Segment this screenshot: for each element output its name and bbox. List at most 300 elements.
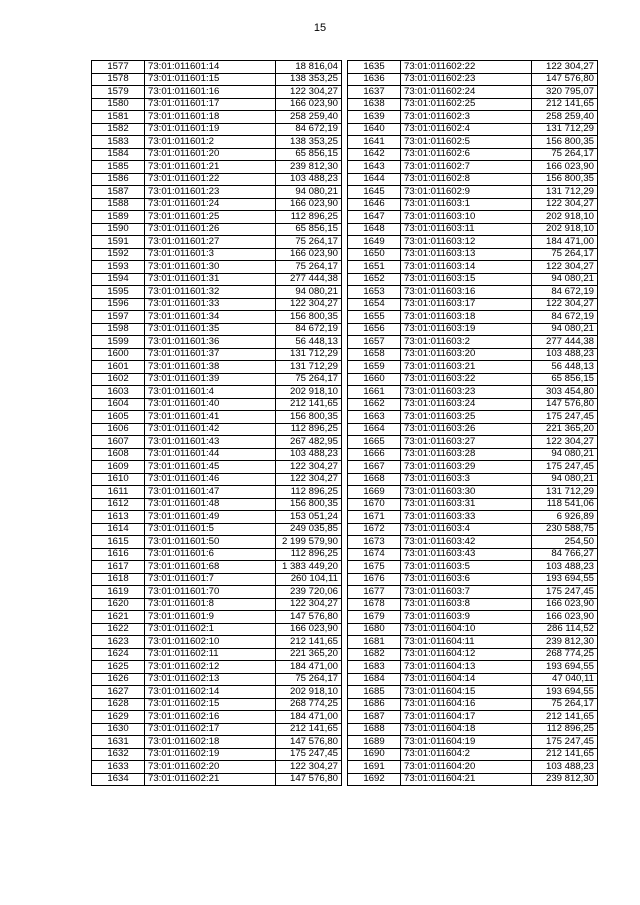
value-cell: 112 896,25	[276, 423, 342, 436]
table-row	[348, 386, 598, 399]
table-row	[92, 186, 342, 199]
cadastral-number-cell: 73:01:011601:68	[145, 561, 276, 574]
cadastral-number-cell: 73:01:011604:18	[401, 723, 532, 736]
table-row	[92, 211, 342, 224]
row-number-cell: 1661	[348, 386, 401, 399]
row-number-cell: 1628	[92, 698, 145, 711]
value-cell: 84 672,19	[276, 323, 342, 336]
table-row	[92, 636, 342, 649]
row-number-cell: 1578	[92, 73, 145, 86]
value-cell: 193 694,55	[532, 686, 598, 699]
cadastral-number-cell: 73:01:011603:33	[401, 511, 532, 524]
row-number-cell: 1680	[348, 623, 401, 636]
value-cell: 260 104,11	[276, 573, 342, 586]
row-number-cell: 1669	[348, 486, 401, 499]
value-cell: 147 576,80	[276, 611, 342, 624]
table-row	[92, 323, 342, 336]
row-number-cell: 1677	[348, 586, 401, 599]
value-cell: 103 488,23	[276, 173, 342, 186]
row-number-cell: 1586	[92, 173, 145, 186]
table-row	[92, 198, 342, 211]
table-row	[348, 636, 598, 649]
table-row	[92, 161, 342, 174]
table-row	[92, 61, 342, 74]
row-number-cell: 1645	[348, 186, 401, 199]
row-number-cell: 1607	[92, 436, 145, 449]
table-row	[92, 698, 342, 711]
value-cell: 303 454,80	[532, 386, 598, 399]
left-table-body	[92, 61, 342, 786]
cadastral-number-cell: 73:01:011604:15	[401, 686, 532, 699]
value-cell: 131 712,29	[532, 186, 598, 199]
right-data-table	[347, 60, 598, 786]
table-row	[348, 436, 598, 449]
value-cell: 277 444,38	[532, 336, 598, 349]
value-cell: 103 488,23	[532, 348, 598, 361]
table-row	[348, 773, 598, 786]
value-cell: 221 365,20	[276, 648, 342, 661]
cadastral-number-cell: 73:01:011601:42	[145, 423, 276, 436]
row-number-cell: 1595	[92, 286, 145, 299]
row-number-cell: 1646	[348, 198, 401, 211]
table-row	[348, 523, 598, 536]
cadastral-number-cell: 73:01:011601:49	[145, 511, 276, 524]
value-cell: 175 247,45	[532, 586, 598, 599]
cadastral-number-cell: 73:01:011601:46	[145, 473, 276, 486]
row-number-cell: 1612	[92, 498, 145, 511]
table-row	[348, 211, 598, 224]
table-row	[92, 773, 342, 786]
value-cell: 122 304,27	[532, 298, 598, 311]
row-number-cell: 1623	[92, 636, 145, 649]
value-cell: 166 023,90	[532, 161, 598, 174]
row-number-cell: 1689	[348, 736, 401, 749]
row-number-cell: 1621	[92, 611, 145, 624]
cadastral-number-cell: 73:01:011604:11	[401, 636, 532, 649]
value-cell: 258 259,40	[276, 111, 342, 124]
table-row	[348, 98, 598, 111]
value-cell: 184 471,00	[276, 711, 342, 724]
row-number-cell: 1637	[348, 86, 401, 99]
table-row	[348, 498, 598, 511]
cadastral-number-cell: 73:01:011601:14	[145, 61, 276, 74]
value-cell: 75 264,17	[276, 373, 342, 386]
table-row	[92, 298, 342, 311]
table-row	[348, 111, 598, 124]
table-row	[348, 411, 598, 424]
row-number-cell: 1674	[348, 548, 401, 561]
row-number-cell: 1580	[92, 98, 145, 111]
row-number-cell: 1582	[92, 123, 145, 136]
value-cell: 122 304,27	[276, 298, 342, 311]
cadastral-number-cell: 73:01:011603:23	[401, 386, 532, 399]
value-cell: 103 488,23	[276, 448, 342, 461]
cadastral-number-cell: 73:01:011603:15	[401, 273, 532, 286]
value-cell: 221 365,20	[532, 423, 598, 436]
row-number-cell: 1622	[92, 623, 145, 636]
row-number-cell: 1602	[92, 373, 145, 386]
table-row	[348, 286, 598, 299]
row-number-cell: 1644	[348, 173, 401, 186]
cadastral-number-cell: 73:01:011603:1	[401, 198, 532, 211]
row-number-cell: 1589	[92, 211, 145, 224]
row-number-cell: 1635	[348, 61, 401, 74]
cadastral-number-cell: 73:01:011601:47	[145, 486, 276, 499]
cadastral-number-cell: 73:01:011604:10	[401, 623, 532, 636]
cadastral-number-cell: 73:01:011601:50	[145, 536, 276, 549]
row-number-cell: 1605	[92, 411, 145, 424]
row-number-cell: 1583	[92, 136, 145, 149]
value-cell: 122 304,27	[532, 436, 598, 449]
cadastral-number-cell: 73:01:011604:20	[401, 761, 532, 774]
value-cell: 175 247,45	[276, 748, 342, 761]
row-number-cell: 1688	[348, 723, 401, 736]
row-number-cell: 1625	[92, 661, 145, 674]
row-number-cell: 1604	[92, 398, 145, 411]
table-row	[92, 73, 342, 86]
table-row	[348, 611, 598, 624]
value-cell: 239 812,30	[276, 161, 342, 174]
value-cell: 65 856,15	[276, 223, 342, 236]
table-row	[348, 186, 598, 199]
cadastral-number-cell: 73:01:011603:24	[401, 398, 532, 411]
row-number-cell: 1619	[92, 586, 145, 599]
table-row	[348, 661, 598, 674]
value-cell: 122 304,27	[276, 761, 342, 774]
row-number-cell: 1659	[348, 361, 401, 374]
table-row	[92, 261, 342, 274]
table-row	[92, 373, 342, 386]
cadastral-number-cell: 73:01:011603:31	[401, 498, 532, 511]
cadastral-number-cell: 73:01:011601:44	[145, 448, 276, 461]
row-number-cell: 1624	[92, 648, 145, 661]
cadastral-number-cell: 73:01:011603:7	[401, 586, 532, 599]
cadastral-number-cell: 73:01:011602:17	[145, 723, 276, 736]
table-row	[92, 273, 342, 286]
value-cell: 94 080,21	[532, 323, 598, 336]
row-number-cell: 1690	[348, 748, 401, 761]
table-row	[92, 611, 342, 624]
cadastral-number-cell: 73:01:011603:22	[401, 373, 532, 386]
table-row	[92, 561, 342, 574]
cadastral-number-cell: 73:01:011602:20	[145, 761, 276, 774]
table-row	[92, 586, 342, 599]
row-number-cell: 1636	[348, 73, 401, 86]
table-row	[92, 761, 342, 774]
table-row	[92, 523, 342, 536]
cadastral-number-cell: 73:01:011603:6	[401, 573, 532, 586]
table-row	[92, 248, 342, 261]
table-row	[348, 398, 598, 411]
table-row	[92, 736, 342, 749]
value-cell: 156 800,35	[276, 498, 342, 511]
value-cell: 75 264,17	[532, 148, 598, 161]
value-cell: 6 926,89	[532, 511, 598, 524]
value-cell: 175 247,45	[532, 736, 598, 749]
table-row	[92, 661, 342, 674]
table-row	[92, 686, 342, 699]
cadastral-number-cell: 73:01:011603:8	[401, 598, 532, 611]
table-row	[348, 223, 598, 236]
table-row	[92, 498, 342, 511]
value-cell: 230 588,75	[532, 523, 598, 536]
value-cell: 166 023,90	[276, 248, 342, 261]
row-number-cell: 1613	[92, 511, 145, 524]
table-row	[348, 73, 598, 86]
value-cell: 166 023,90	[276, 198, 342, 211]
table-row	[92, 548, 342, 561]
value-cell: 112 896,25	[276, 211, 342, 224]
row-number-cell: 1638	[348, 98, 401, 111]
table-row	[92, 236, 342, 249]
row-number-cell: 1639	[348, 111, 401, 124]
table-row	[92, 748, 342, 761]
cadastral-number-cell: 73:01:011603:18	[401, 311, 532, 324]
value-cell: 47 040,11	[532, 673, 598, 686]
row-number-cell: 1649	[348, 236, 401, 249]
cadastral-number-cell: 73:01:011602:7	[401, 161, 532, 174]
cadastral-number-cell: 73:01:011603:27	[401, 436, 532, 449]
cadastral-number-cell: 73:01:011601:22	[145, 173, 276, 186]
value-cell: 202 918,10	[276, 686, 342, 699]
cadastral-number-cell: 73:01:011602:24	[401, 86, 532, 99]
row-number-cell: 1652	[348, 273, 401, 286]
value-cell: 156 800,35	[276, 411, 342, 424]
value-cell: 239 720,06	[276, 586, 342, 599]
cadastral-number-cell: 73:01:011601:41	[145, 411, 276, 424]
cadastral-number-cell: 73:01:011603:43	[401, 548, 532, 561]
row-number-cell: 1651	[348, 261, 401, 274]
row-number-cell: 1691	[348, 761, 401, 774]
table-row	[348, 336, 598, 349]
value-cell: 138 353,25	[276, 136, 342, 149]
row-number-cell: 1663	[348, 411, 401, 424]
table-row	[348, 736, 598, 749]
cadastral-number-cell: 73:01:011602:13	[145, 673, 276, 686]
table-row	[348, 323, 598, 336]
value-cell: 18 816,04	[276, 61, 342, 74]
table-row	[348, 248, 598, 261]
value-cell: 122 304,27	[276, 473, 342, 486]
value-cell: 75 264,17	[276, 673, 342, 686]
value-cell: 122 304,27	[532, 261, 598, 274]
value-cell: 112 896,25	[276, 486, 342, 499]
row-number-cell: 1632	[92, 748, 145, 761]
table-row	[92, 148, 342, 161]
cadastral-number-cell: 73:01:011603:13	[401, 248, 532, 261]
table-row	[348, 686, 598, 699]
cadastral-number-cell: 73:01:011601:4	[145, 386, 276, 399]
table-row	[92, 386, 342, 399]
row-number-cell: 1596	[92, 298, 145, 311]
row-number-cell: 1597	[92, 311, 145, 324]
row-number-cell: 1686	[348, 698, 401, 711]
table-row	[348, 261, 598, 274]
cadastral-number-cell: 73:01:011601:30	[145, 261, 276, 274]
cadastral-number-cell: 73:01:011603:4	[401, 523, 532, 536]
cadastral-number-cell: 73:01:011601:48	[145, 498, 276, 511]
cadastral-number-cell: 73:01:011602:10	[145, 636, 276, 649]
cadastral-number-cell: 73:01:011601:17	[145, 98, 276, 111]
value-cell: 131 712,29	[276, 348, 342, 361]
row-number-cell: 1592	[92, 248, 145, 261]
table-row	[92, 461, 342, 474]
cadastral-number-cell: 73:01:011601:70	[145, 586, 276, 599]
cadastral-number-cell: 73:01:011602:3	[401, 111, 532, 124]
table-row	[92, 361, 342, 374]
cadastral-number-cell: 73:01:011603:28	[401, 448, 532, 461]
cadastral-number-cell: 73:01:011604:13	[401, 661, 532, 674]
cadastral-number-cell: 73:01:011601:24	[145, 198, 276, 211]
row-number-cell: 1608	[92, 448, 145, 461]
cadastral-number-cell: 73:01:011604:21	[401, 773, 532, 786]
table-row	[348, 723, 598, 736]
row-number-cell: 1684	[348, 673, 401, 686]
row-number-cell: 1683	[348, 661, 401, 674]
value-cell: 184 471,00	[532, 236, 598, 249]
value-cell: 267 482,95	[276, 436, 342, 449]
row-number-cell: 1618	[92, 573, 145, 586]
value-cell: 131 712,29	[532, 123, 598, 136]
table-row	[348, 673, 598, 686]
value-cell: 156 800,35	[532, 136, 598, 149]
value-cell: 84 672,19	[532, 286, 598, 299]
left-data-table	[91, 60, 342, 786]
row-number-cell: 1662	[348, 398, 401, 411]
value-cell: 94 080,21	[276, 286, 342, 299]
cadastral-number-cell: 73:01:011602:5	[401, 136, 532, 149]
cadastral-number-cell: 73:01:011601:26	[145, 223, 276, 236]
value-cell: 56 448,13	[276, 336, 342, 349]
value-cell: 286 114,52	[532, 623, 598, 636]
row-number-cell: 1643	[348, 161, 401, 174]
table-row	[348, 348, 598, 361]
row-number-cell: 1666	[348, 448, 401, 461]
row-number-cell: 1671	[348, 511, 401, 524]
cadastral-number-cell: 73:01:011601:45	[145, 461, 276, 474]
cadastral-number-cell: 73:01:011601:40	[145, 398, 276, 411]
value-cell: 268 774,25	[532, 648, 598, 661]
table-row	[92, 86, 342, 99]
value-cell: 212 141,65	[276, 723, 342, 736]
value-cell: 103 488,23	[532, 561, 598, 574]
cadastral-number-cell: 73:01:011603:5	[401, 561, 532, 574]
table-row	[348, 173, 598, 186]
table-row	[348, 511, 598, 524]
table-row	[92, 423, 342, 436]
table-row	[348, 423, 598, 436]
cadastral-number-cell: 73:01:011601:6	[145, 548, 276, 561]
table-row	[348, 598, 598, 611]
row-number-cell: 1656	[348, 323, 401, 336]
cadastral-number-cell: 73:01:011601:35	[145, 323, 276, 336]
value-cell: 147 576,80	[532, 73, 598, 86]
row-number-cell: 1606	[92, 423, 145, 436]
table-row	[92, 98, 342, 111]
cadastral-number-cell: 73:01:011601:33	[145, 298, 276, 311]
table-row	[92, 648, 342, 661]
row-number-cell: 1634	[92, 773, 145, 786]
row-number-cell: 1614	[92, 523, 145, 536]
row-number-cell: 1617	[92, 561, 145, 574]
value-cell: 1 383 449,20	[276, 561, 342, 574]
table-row	[348, 486, 598, 499]
right-table-body	[348, 61, 598, 786]
value-cell: 212 141,65	[532, 748, 598, 761]
row-number-cell: 1599	[92, 336, 145, 349]
value-cell: 2 199 579,90	[276, 536, 342, 549]
table-row	[348, 198, 598, 211]
value-cell: 122 304,27	[532, 61, 598, 74]
cadastral-number-cell: 73:01:011601:39	[145, 373, 276, 386]
value-cell: 320 795,07	[532, 86, 598, 99]
row-number-cell: 1665	[348, 436, 401, 449]
cadastral-number-cell: 73:01:011601:2	[145, 136, 276, 149]
row-number-cell: 1591	[92, 236, 145, 249]
cadastral-number-cell: 73:01:011603:11	[401, 223, 532, 236]
cadastral-number-cell: 73:01:011602:12	[145, 661, 276, 674]
row-number-cell: 1672	[348, 523, 401, 536]
value-cell: 75 264,17	[276, 261, 342, 274]
cadastral-number-cell: 73:01:011603:12	[401, 236, 532, 249]
cadastral-number-cell: 73:01:011602:1	[145, 623, 276, 636]
row-number-cell: 1640	[348, 123, 401, 136]
table-row	[348, 561, 598, 574]
row-number-cell: 1675	[348, 561, 401, 574]
row-number-cell: 1687	[348, 711, 401, 724]
value-cell: 84 672,19	[276, 123, 342, 136]
value-cell: 249 035,85	[276, 523, 342, 536]
cadastral-number-cell: 73:01:011603:26	[401, 423, 532, 436]
row-number-cell: 1601	[92, 361, 145, 374]
cadastral-number-cell: 73:01:011604:2	[401, 748, 532, 761]
table-row	[348, 461, 598, 474]
cadastral-number-cell: 73:01:011602:16	[145, 711, 276, 724]
row-number-cell: 1682	[348, 648, 401, 661]
table-row	[348, 548, 598, 561]
table-row	[92, 673, 342, 686]
value-cell: 239 812,30	[532, 773, 598, 786]
value-cell: 65 856,15	[276, 148, 342, 161]
row-number-cell: 1594	[92, 273, 145, 286]
cadastral-number-cell: 73:01:011603:17	[401, 298, 532, 311]
row-number-cell: 1657	[348, 336, 401, 349]
value-cell: 122 304,27	[276, 86, 342, 99]
cadastral-number-cell: 73:01:011601:18	[145, 111, 276, 124]
row-number-cell: 1620	[92, 598, 145, 611]
table-row	[348, 573, 598, 586]
cadastral-number-cell: 73:01:011604:12	[401, 648, 532, 661]
cadastral-number-cell: 73:01:011601:16	[145, 86, 276, 99]
value-cell: 147 576,80	[532, 398, 598, 411]
cadastral-number-cell: 73:01:011601:15	[145, 73, 276, 86]
value-cell: 131 712,29	[276, 361, 342, 374]
row-number-cell: 1609	[92, 461, 145, 474]
value-cell: 258 259,40	[532, 111, 598, 124]
row-number-cell: 1692	[348, 773, 401, 786]
value-cell: 166 023,90	[532, 598, 598, 611]
row-number-cell: 1647	[348, 211, 401, 224]
value-cell: 75 264,17	[532, 698, 598, 711]
cadastral-number-cell: 73:01:011604:17	[401, 711, 532, 724]
row-number-cell: 1577	[92, 61, 145, 74]
table-row	[348, 648, 598, 661]
value-cell: 202 918,10	[276, 386, 342, 399]
value-cell: 166 023,90	[276, 623, 342, 636]
value-cell: 175 247,45	[532, 411, 598, 424]
cadastral-number-cell: 73:01:011603:29	[401, 461, 532, 474]
row-number-cell: 1670	[348, 498, 401, 511]
